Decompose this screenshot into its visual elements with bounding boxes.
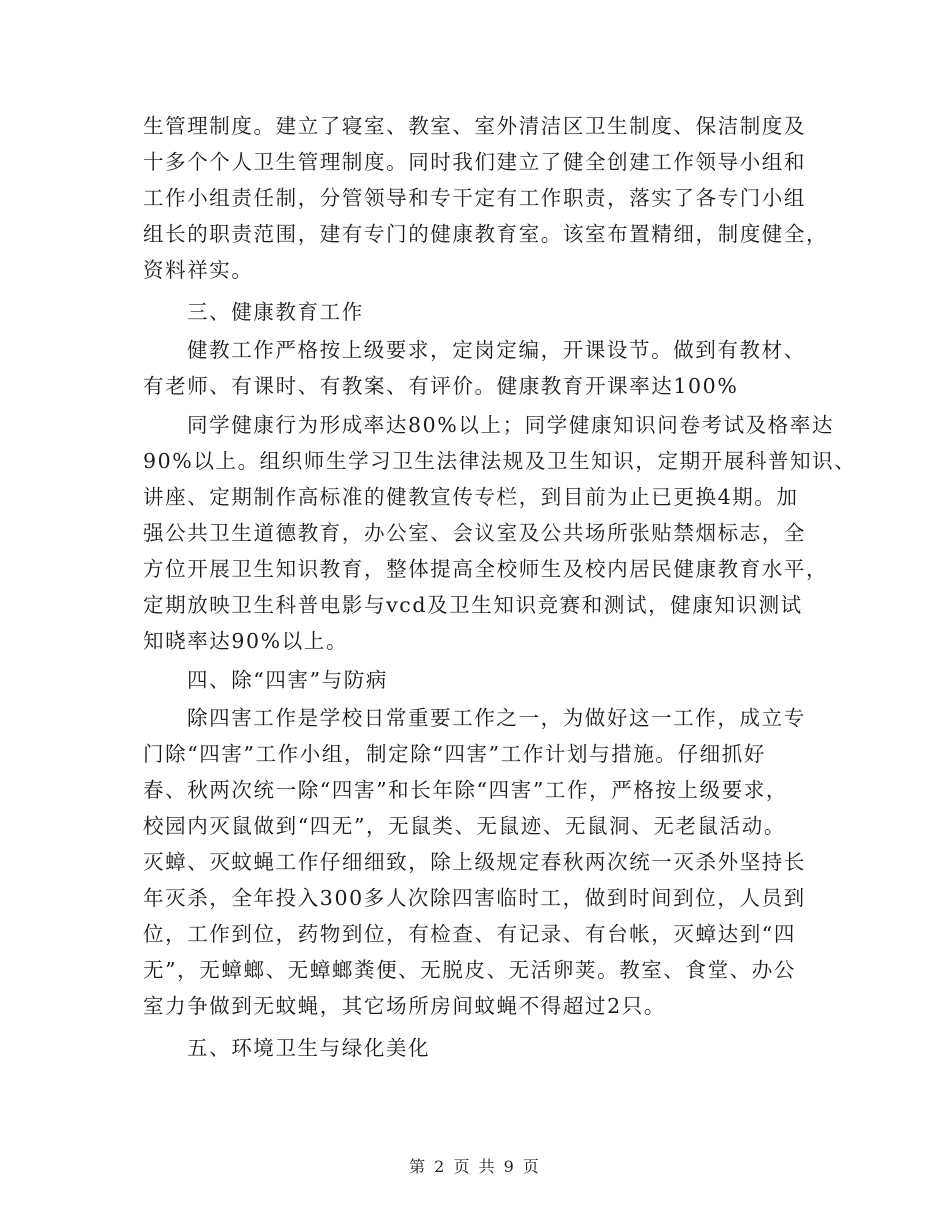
section-heading-health-education: 三、健康教育工作: [187, 300, 364, 324]
body-text-line: 无”，无蟑螂、无蟑螂粪便、无脱皮、无活卵荚。教室、食堂、办公: [143, 958, 796, 982]
body-text-line: 定期放映卫生科普电影与vcd及卫生知识竞赛和测试，健康知识测试: [143, 593, 803, 617]
body-text-line: 方位开展卫生知识教育，整体提高全校师生及校内居民健康教育水平，: [143, 557, 829, 581]
body-text-line: 校园内灭鼠做到“四无”，无鼠类、无鼠迹、无鼠洞、无老鼠活动。: [143, 814, 786, 838]
body-text-line: 位，工作到位，药物到位，有检查、有记录、有台帐，灭蟑达到“四: [143, 922, 796, 946]
body-text-line: 室力争做到无蚊蝇，其它场所房间蚊蝇不得超过2只。: [143, 994, 666, 1018]
body-text-line: 灭蟑、灭蚊蝇工作仔细细致，除上级规定春秋两次统一灭杀外坚持长: [143, 850, 806, 874]
body-text-line: 生管理制度。建立了寝室、教室、室外清洁区卫生制度、保洁制度及: [143, 114, 806, 138]
body-text-line: 讲座、定期制作高标准的健教宣传专栏，到目前为止已更换4期。加: [143, 485, 799, 509]
page-footer: 第 2 页 共 9 页: [409, 1157, 541, 1176]
body-text-line: 年灭杀，全年投入300多人次除四害临时工，做到时间到位，人员到: [143, 886, 806, 910]
body-text-line: 十多个个人卫生管理制度。同时我们建立了健全创建工作领导小组和: [143, 150, 806, 174]
body-text-line: 工作小组责任制，分管领导和专干定有工作职责，落实了各专门小组: [143, 186, 806, 210]
body-text-line: 同学健康行为形成率达80%以上；同学健康知识问卷考试及格率达: [187, 413, 835, 437]
body-text-line: 资料祥实。: [143, 258, 254, 282]
body-text-line: 除四害工作是学校日常重要工作之一，为做好这一工作，成立专: [187, 706, 806, 730]
body-text-line: 健教工作严格按上级要求，定岗定编，开课设节。做到有教材、: [187, 338, 806, 362]
body-text-line: 组长的职责范围，建有专门的健康教育室。该室布置精细，制度健全，: [143, 222, 829, 246]
body-text-line: 有老师、有课时、有教案、有评价。健康教育开课率达100%: [143, 374, 739, 398]
body-text-line: 90%以上。组织师生学习卫生法律法规及卫生知识，定期开展科普知识、: [143, 449, 857, 473]
body-text-line: 门除“四害”工作小组，制定除“四害”工作计划与措施。仔细抓好: [143, 742, 766, 766]
body-text-line: 强公共卫生道德教育，办公室、会议室及公共场所张贴禁烟标志，全: [143, 521, 806, 545]
section-heading-environment: 五、环境卫生与绿化美化: [187, 1036, 431, 1060]
section-heading-pest-control: 四、除“四害”与防病: [187, 668, 388, 692]
body-text-line: 知晓率达90%以上。: [143, 629, 349, 653]
body-text-line: 春、秋两次统一除“四害”和长年除“四害”工作，严格按上级要求，: [143, 778, 789, 802]
